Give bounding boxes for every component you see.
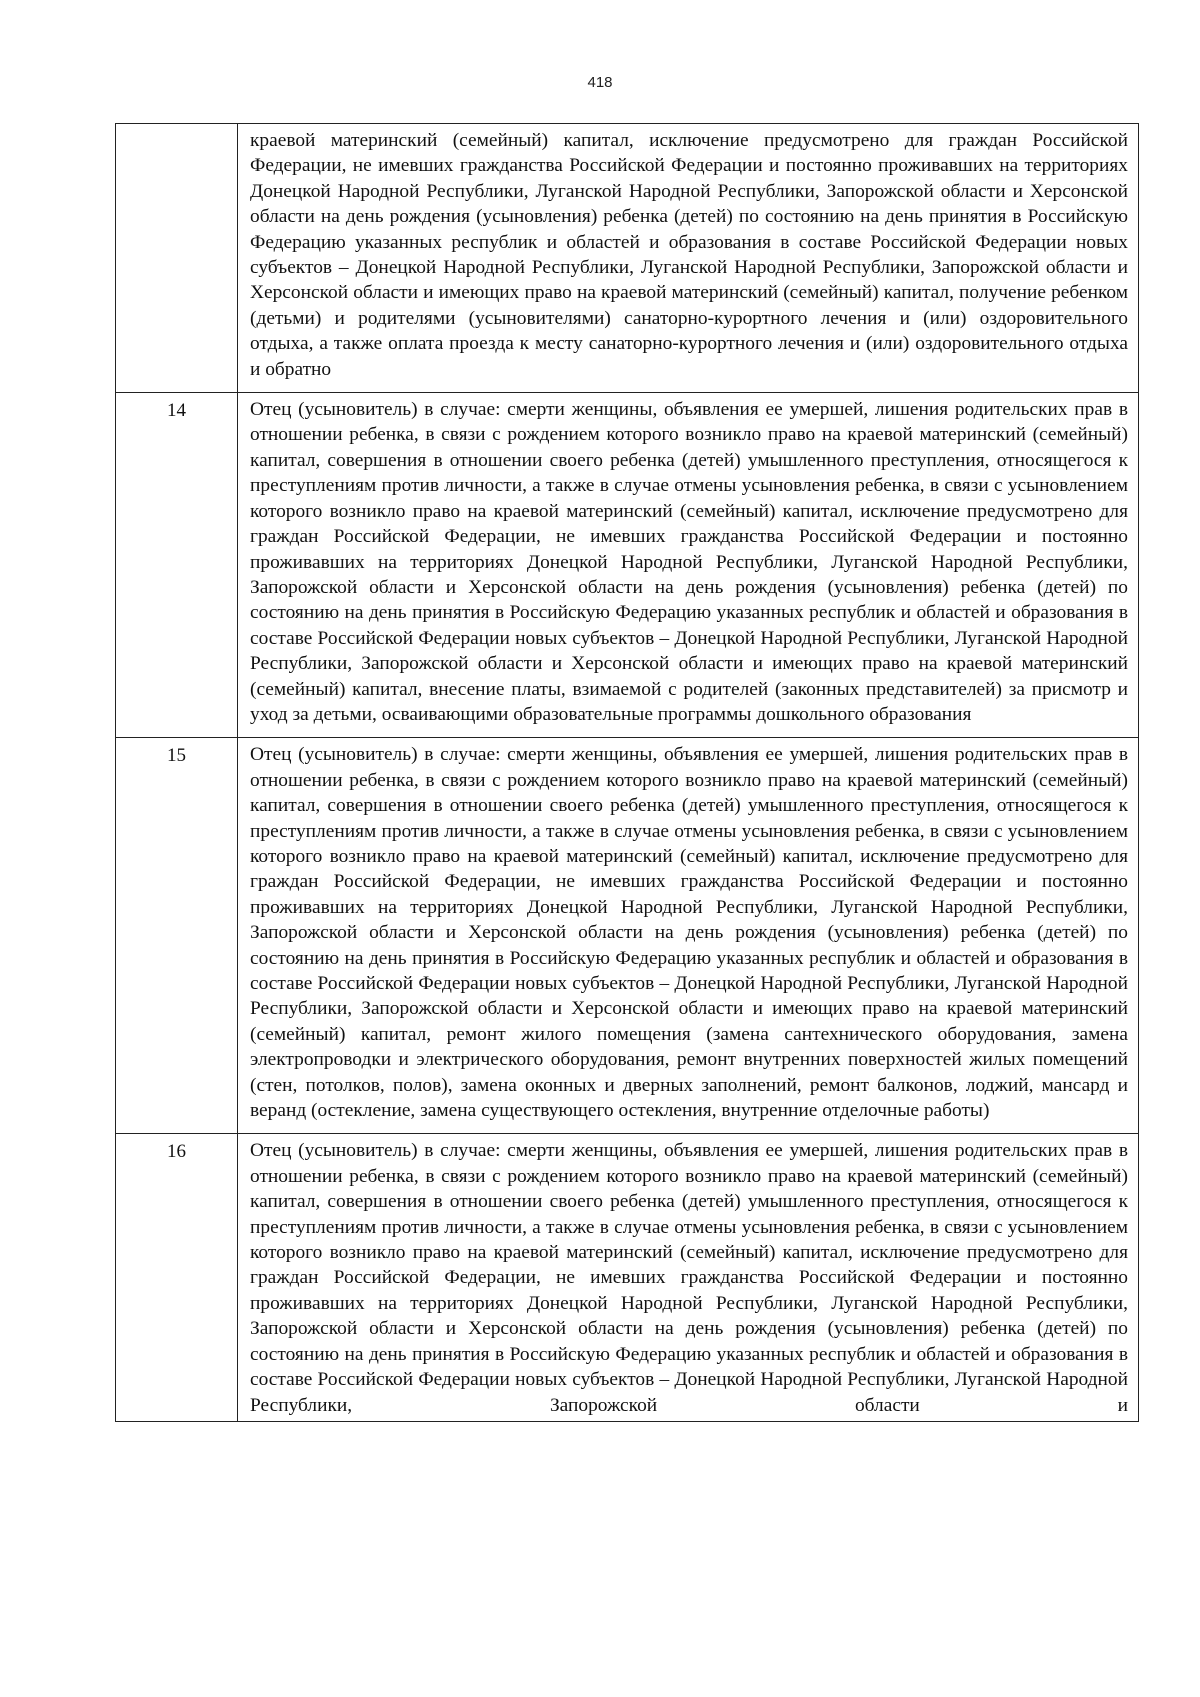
- table-row: [116, 393, 1139, 738]
- row-text-cell: [238, 1134, 1139, 1421]
- row-text: Отец (усыновитель) в случае: смерти женщины, объявления ее умершей, лишения родительских прав в отношении ребенка, в связи с рождением которого возникло право на краевой материнский (семейный) капитал, совершения в отношении своего ребенка (детей) умышленного преступления, относящегося к преступлениям против личности, а также в случае отмены усыновления ребенка, в связи с усыновлением которого возникло право на краевой материнский (семейный) капитал, исключение предусмотрено для граждан Российской Федерации, не имевших гражданства Российской Федерации и постоянно проживавших на территориях Донецкой Народной Республики, Луганской Народной Республики, Запорожской области и Херсонской области на день рождения (усыновления) ребенка (детей) по состоянию на день принятия в Российскую Федерацию указанных республик и областей и образования в составе Российской Федерации новых субъектов – Донецкой Народной Республики, Луганской Народной Республики, Запорожской области и Херсонской области и имеющих право на краевой материнский (семейный) капитал, ремонт жилого помещения (замена сантехнического оборудования, замена электропроводки и электрического оборудования, ремонт внутренних поверхностей жилых помещений (стен, потолков, полов), замена оконных и дверных заполнений, ремонт балконов, лоджий, мансард и веранд (остекление, замена существующего остекления, внутренние отделочные работы): [250, 744, 1128, 1122]
- row-number: 14: [116, 393, 238, 738]
- row-number: [116, 124, 238, 393]
- row-text-cell: [238, 393, 1139, 738]
- table-row: [116, 124, 1139, 393]
- row-text: Отец (усыновитель) в случае: смерти женщины, объявления ее умершей, лишения родительских прав в отношении ребенка, в связи с рождением которого возникло право на краевой материнский (семейный) капитал, совершения в отношении своего ребенка (детей) умышленного преступления, относящегося к преступлениям против личности, а также в случае отмены усыновления ребенка, в связи с усыновлением которого возникло право на краевой материнский (семейный) капитал, исключение предусмотрено для граждан Российской Федерации, не имевших гражданства Российской Федерации и постоянно проживавших на территориях Донецкой Народной Республики, Луганской Народной Республики, Запорожской области и Херсонской области на день рождения (усыновления) ребенка (детей) по состоянию на день принятия в Российскую Федерацию указанных республик и областей и образования в составе Российской Федерации новых субъектов – Донецкой Народной Республики, Луганской Народной Республики, Запорожской области и Херсонской области и имеющих право на краевой материнский (семейный) капитал, внесение платы, взимаемой с родителей (законных представителей) за присмотр и уход за детьми, осваивающими образовательные программы дошкольного образования: [250, 399, 1128, 725]
- row-number: 16: [116, 1134, 238, 1421]
- row-text-cell: [238, 738, 1139, 1134]
- page-number: 418: [587, 74, 613, 91]
- document-table: [115, 123, 1139, 1422]
- row-text: Отец (усыновитель) в случае: смерти женщины, объявления ее умершей, лишения родительских прав в отношении ребенка, в связи с рождением которого возникло право на краевой материнский (семейный) капитал, совершения в отношении своего ребенка (детей) умышленного преступления, относящегося к преступлениям против личности, а также в случае отмены усыновления ребенка, в связи с усыновлением которого возникло право на краевой материнский (семейный) капитал, исключение предусмотрено для граждан Российской Федерации, не имевших гражданства Российской Федерации и постоянно проживавших на территориях Донецкой Народной Республики, Луганской Народной Республики, Запорожской области и Херсонской области на день рождения (усыновления) ребенка (детей) по состоянию на день принятия в Российскую Федерацию указанных республик и областей и образования в составе Российской Федерации новых субъектов – Донецкой Народной Республики, Луганской Народной Республики, Запорожской области и: [250, 1140, 1128, 1416]
- table-row: [116, 1134, 1139, 1421]
- row-number: 15: [116, 738, 238, 1134]
- table-row: [116, 738, 1139, 1134]
- row-text: краевой материнский (семейный) капитал, исключение предусмотрено для граждан Российской Федерации, не имевших гражданства Российской Федерации и постоянно проживавших на территориях Донецкой Народной Республики, Луганской Народной Республики, Запорожской области и Херсонской области на день рождения (усыновления) ребенка (детей) по состоянию на день принятия в Российскую Федерацию указанных республик и областей и образования в составе Российской Федерации новых субъектов – Донецкой Народной Республики, Луганской Народной Республики, Запорожской области и Херсонской области и имеющих право на краевой материнский (семейный) капитал, получение ребенком (детьми) и родителями (усыновителями) санаторно-курортного лечения и (или) оздоровительного отдыха, а также оплата проезда к месту санаторно-курортного лечения и (или) оздоровительного отдыха и обратно: [250, 130, 1128, 380]
- row-text-cell: [238, 124, 1139, 393]
